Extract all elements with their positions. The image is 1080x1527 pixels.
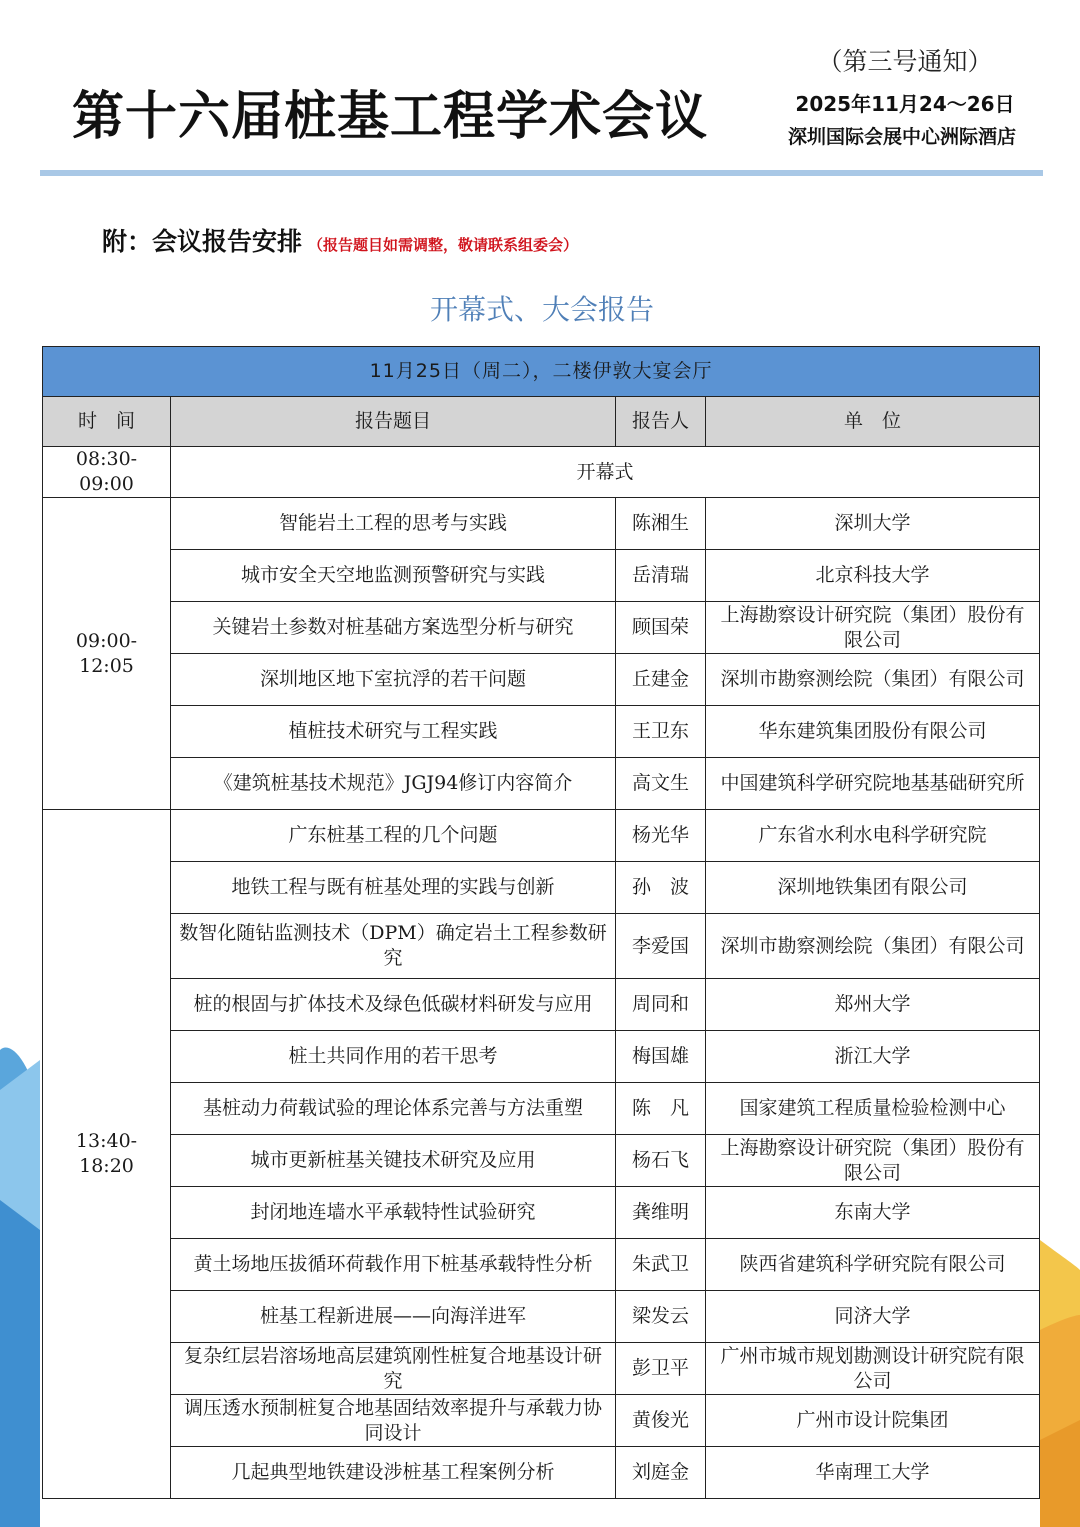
report-topic: 桩基工程新进展——向海洋进军: [171, 1291, 616, 1343]
section-title: 开幕式、大会报告: [429, 293, 654, 326]
speaker-name: 陈 凡: [616, 1083, 706, 1135]
conference-venue: 深圳国际会展中心洲际酒店: [787, 126, 1016, 148]
header-divider: [40, 170, 1043, 176]
speaker-unit: 深圳市勘察测绘院（集团）有限公司: [706, 654, 1040, 706]
conference-title: 第十六届桩基工程学术会议: [72, 87, 709, 147]
speaker-unit: 国家建筑工程质量检验检测中心: [706, 1083, 1040, 1135]
table-row: [43, 1395, 1040, 1447]
table-row: [43, 602, 1040, 654]
opening-time: 08:30-09:00: [43, 447, 171, 498]
speaker-unit: 上海勘察设计研究院（集团）股份有限公司: [706, 1135, 1040, 1187]
table-row: [43, 914, 1040, 979]
header-unit: 单 位: [706, 397, 1040, 447]
report-topic: 黄土场地压拔循环荷载作用下桩基承载特性分析: [171, 1239, 616, 1291]
table-row: [43, 810, 1040, 862]
speaker-unit: 华东建筑集团股份有限公司: [706, 706, 1040, 758]
header-topic: 报告题目: [171, 397, 616, 447]
speaker-name: 朱武卫: [616, 1239, 706, 1291]
table-row: [43, 1291, 1040, 1343]
report-topic: 调压透水预制桩复合地基固结效率提升与承载力协同设计: [171, 1395, 616, 1447]
table-row: [43, 862, 1040, 914]
speaker-unit: 深圳地铁集团有限公司: [706, 862, 1040, 914]
speaker-unit: 陕西省建筑科学研究院有限公司: [706, 1239, 1040, 1291]
speaker-unit: 北京科技大学: [706, 550, 1040, 602]
table-row: [43, 1083, 1040, 1135]
speaker-name: 陈湘生: [616, 498, 706, 550]
report-topic: 几起典型地铁建设涉桩基工程案例分析: [171, 1447, 616, 1499]
speaker-name: 杨石飞: [616, 1135, 706, 1187]
speaker-name: 孙 波: [616, 862, 706, 914]
table-row: [43, 1343, 1040, 1395]
conference-date: 2025年11月24～26日: [795, 92, 1015, 116]
speaker-name: 岳清瑞: [616, 550, 706, 602]
speaker-name: 龚维明: [616, 1187, 706, 1239]
speaker-unit: 浙江大学: [706, 1031, 1040, 1083]
notice-number: （第三号通知）: [817, 47, 993, 76]
table-row: [43, 654, 1040, 706]
annex-note: （报告题目如需调整，敬请联系组委会）: [308, 236, 579, 254]
table-row: [43, 758, 1040, 810]
speaker-name: 黄俊光: [616, 1395, 706, 1447]
schedule-table: [42, 346, 1040, 1499]
annex-heading: [102, 222, 578, 258]
speaker-name: 顾国荣: [616, 602, 706, 654]
speaker-unit: 广东省水利水电科学研究院: [706, 810, 1040, 862]
speaker-name: 王卫东: [616, 706, 706, 758]
table-header-row: [43, 397, 1040, 447]
report-topic: 植桩技术研究与工程实践: [171, 706, 616, 758]
session-time: 13:40-18:20: [43, 810, 171, 1499]
speaker-name: 李爱国: [616, 914, 706, 979]
speaker-name: 梁发云: [616, 1291, 706, 1343]
report-topic: 地铁工程与既有桩基处理的实践与创新: [171, 862, 616, 914]
speaker-unit: 同济大学: [706, 1291, 1040, 1343]
table-row: [43, 979, 1040, 1031]
table-banner-row: [43, 347, 1040, 397]
speaker-unit: 广州市设计院集团: [706, 1395, 1040, 1447]
report-topic: 基桩动力荷载试验的理论体系完善与方法重塑: [171, 1083, 616, 1135]
table-row: [43, 1447, 1040, 1499]
speaker-name: 周同和: [616, 979, 706, 1031]
speaker-name: 梅国雄: [616, 1031, 706, 1083]
speaker-unit: 华南理工大学: [706, 1447, 1040, 1499]
table-row: [43, 1239, 1040, 1291]
day-venue-banner: 11月25日（周二），二楼伊敦大宴会厅: [43, 347, 1040, 397]
report-topic: 桩土共同作用的若干思考: [171, 1031, 616, 1083]
speaker-unit: 上海勘察设计研究院（集团）股份有限公司: [706, 602, 1040, 654]
annex-label: 附：会议报告安排: [102, 227, 303, 256]
speaker-name: 彭卫平: [616, 1343, 706, 1395]
report-topic: 广东桩基工程的几个问题: [171, 810, 616, 862]
table-row: [43, 550, 1040, 602]
opening-row: [43, 447, 1040, 498]
speaker-name: 杨光华: [616, 810, 706, 862]
header-speaker: 报告人: [616, 397, 706, 447]
opening-label: 开幕式: [171, 447, 1040, 498]
report-topic: 智能岩土工程的思考与实践: [171, 498, 616, 550]
header-time: 时 间: [43, 397, 171, 447]
table-row: [43, 1031, 1040, 1083]
speaker-name: 高文生: [616, 758, 706, 810]
report-topic: 关键岩土参数对桩基础方案选型分析与研究: [171, 602, 616, 654]
table-row: [43, 498, 1040, 550]
speaker-unit: 东南大学: [706, 1187, 1040, 1239]
report-topic: 城市安全天空地监测预警研究与实践: [171, 550, 616, 602]
table-row: [43, 1187, 1040, 1239]
table-row: [43, 706, 1040, 758]
report-topic: 深圳地区地下室抗浮的若干问题: [171, 654, 616, 706]
speaker-name: 丘建金: [616, 654, 706, 706]
speaker-name: 刘庭金: [616, 1447, 706, 1499]
speaker-unit: 广州市城市规划勘测设计研究院有限公司: [706, 1343, 1040, 1395]
table-row: [43, 1135, 1040, 1187]
session-time: 09:00-12:05: [43, 498, 171, 810]
report-topic: 城市更新桩基关键技术研究及应用: [171, 1135, 616, 1187]
speaker-unit: 深圳市勘察测绘院（集团）有限公司: [706, 914, 1040, 979]
report-topic: 《建筑桩基技术规范》JGJ94修订内容简介: [171, 758, 616, 810]
speaker-unit: 中国建筑科学研究院地基基础研究所: [706, 758, 1040, 810]
speaker-unit: 深圳大学: [706, 498, 1040, 550]
report-topic: 封闭地连墙水平承载特性试验研究: [171, 1187, 616, 1239]
report-topic: 复杂红层岩溶场地高层建筑刚性桩复合地基设计研究: [171, 1343, 616, 1395]
speaker-unit: 郑州大学: [706, 979, 1040, 1031]
report-topic: 桩的根固与扩体技术及绿色低碳材料研发与应用: [171, 979, 616, 1031]
report-topic: 数智化随钻监测技术（DPM）确定岩土工程参数研究: [171, 914, 616, 979]
